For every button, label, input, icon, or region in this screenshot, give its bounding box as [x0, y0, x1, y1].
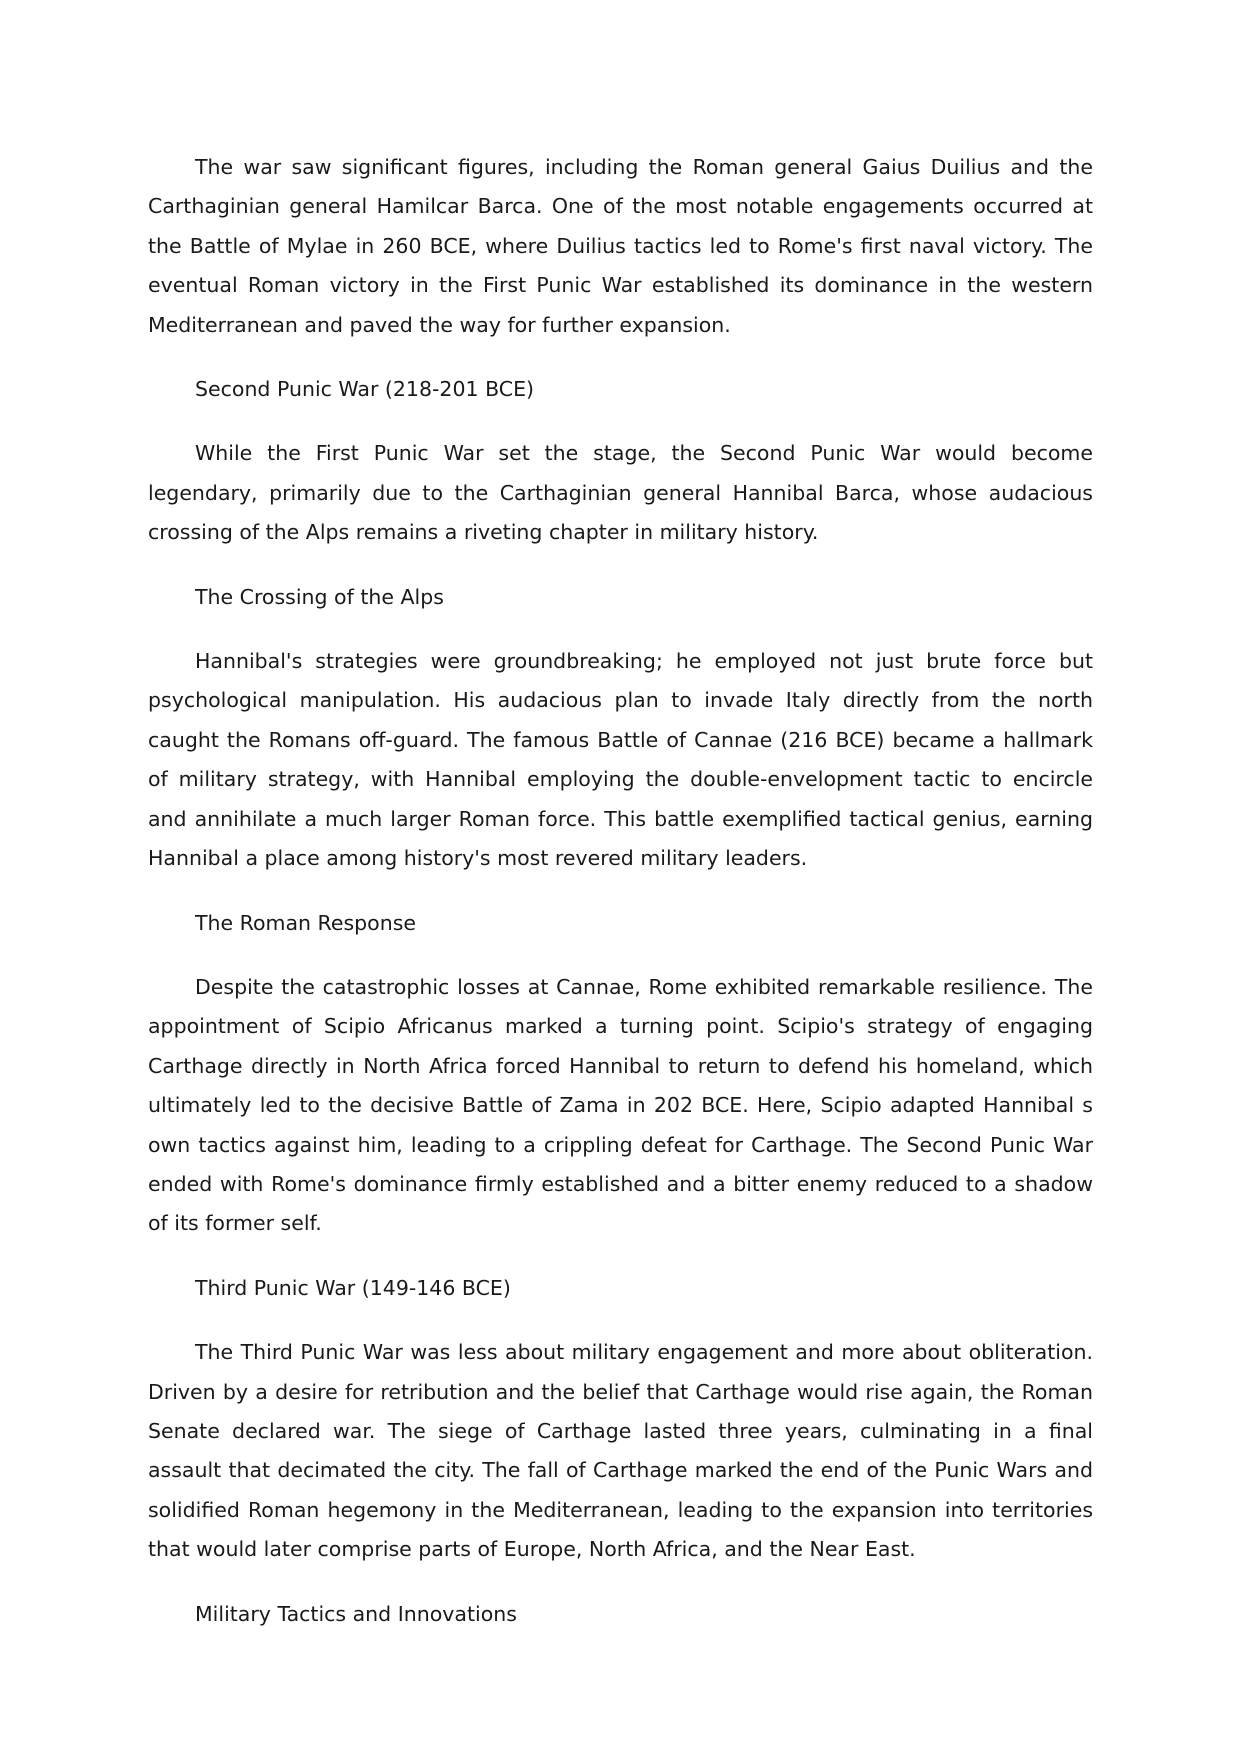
heading-crossing-of-the-alps: The Crossing of the Alps	[195, 584, 444, 609]
paragraph-roman-response: Despite the catastrophic losses at Cannae, Rome exhibited remarkable resilience. The appointment of Scipio Africanus marked a turning point. Scipio's strategy of engaging Carthage directly in North Africa forced Hannibal to return to defend his homeland, which ultimately led to the decisive Battle of Zama in 202 BCE. Here, Scipio adapted Hannibal s own tactics against him, leading to a crippling defeat for Carthage. The Second Punic War ended with Rome's dominance firmly established and a bitter enemy reduced to a shadow of its former self.	[148, 974, 1093, 1236]
paragraph-first-punic-war-figures: The war saw significant figures, including the Roman general Gaius Duilius and the Carthaginian general Hamilcar Barca. One of the most notable engagements occurred at the Battle of Mylae in 260 BCE, where Duilius tactics led to Rome's first naval victory. The eventual Roman victory in the First Punic War established its dominance in the western Mediterranean and paved the way for further expansion.	[148, 155, 1093, 337]
heading-third-punic-war: Third Punic War (149-146 BCE)	[195, 1275, 511, 1300]
document-page	[148, 148, 1093, 1659]
heading-second-punic-war: Second Punic War (218-201 BCE)	[195, 377, 535, 402]
paragraph-third-punic-war: The Third Punic War was less about military engagement and more about obliteration. Driven by a desire for retribution and the belief that Carthage would rise again, the Roman Senate declared war. The siege of Carthage lasted three years, culminating in a final assault that decimated the city. The fall of Carthage marked the end of the Punic Wars and solidified Roman hegemony in the Mediterranean, leading to the expansion into territories that would later comprise parts of Europe, North Africa, and the Near East.	[148, 1340, 1093, 1562]
paragraph-second-punic-war-intro: While the First Punic War set the stage, the Second Punic War would become legendary, primarily due to the Carthaginian general Hannibal Barca, whose audacious crossing of the Alps remains a riveting chapter in military history.	[148, 441, 1093, 545]
paragraph-hannibal-strategies: Hannibal's strategies were groundbreaking; he employed not just brute force but psychological manipulation. His audacious plan to invade Italy directly from the north caught the Romans off-guard. The famous Battle of Cannae (216 BCE) became a hallmark of military strategy, with Hannibal employing the double-envelopment tactic to encircle and annihilate a much larger Roman force. This battle exemplified tactical genius, earning Hannibal a place among history's most revered military leaders.	[148, 649, 1093, 871]
heading-military-tactics: Military Tactics and Innovations	[195, 1601, 517, 1626]
heading-roman-response: The Roman Response	[195, 910, 417, 935]
